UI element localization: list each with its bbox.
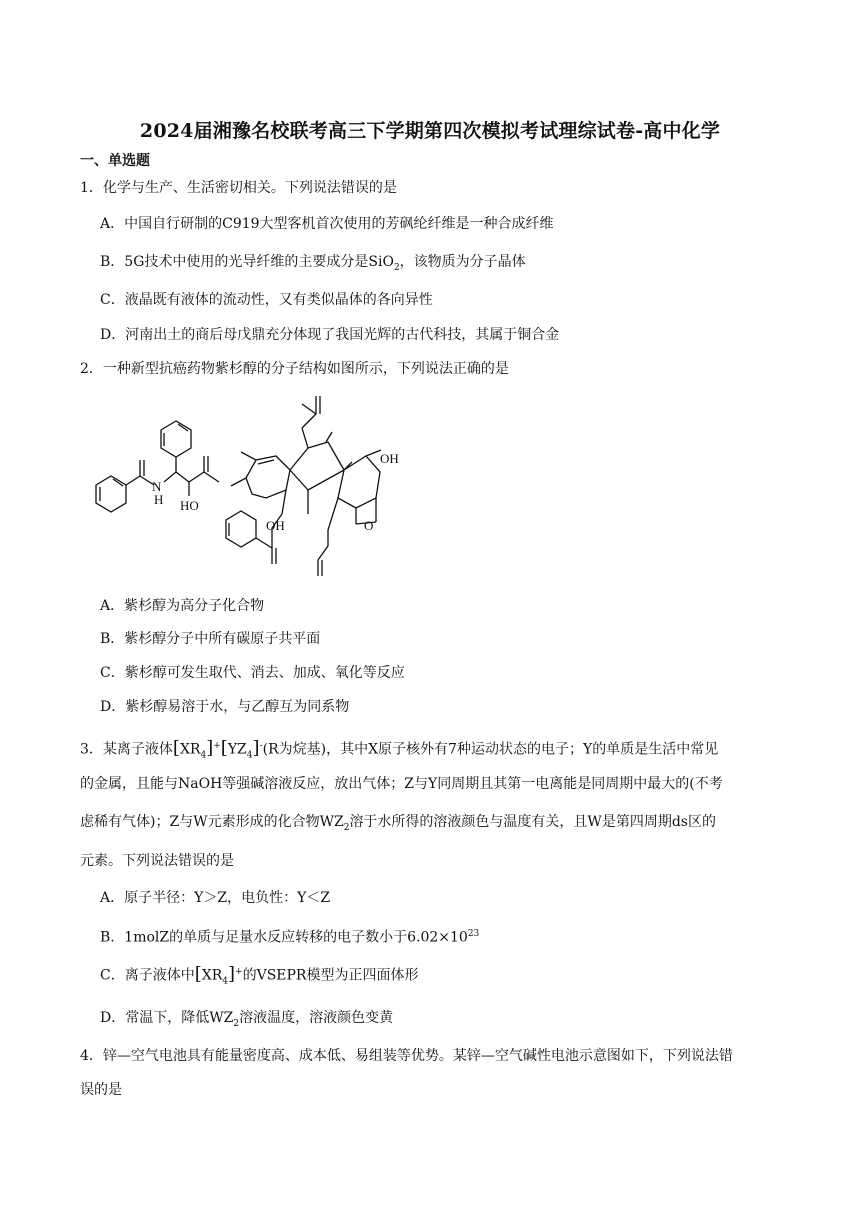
q3-stem-line-3: 虑稀有气体)；Z与W元素形成的化合物$WZ_2$溶于水所得的溶液颜色与温度有关，且W是第四周期ds区的 <box>80 814 716 833</box>
q2-option-d: D．紫杉醇易溶于水，与乙醇互为同系物 <box>100 699 350 715</box>
mol-label-h: H <box>154 492 164 507</box>
paclitaxel-structure-diagram <box>76 390 416 580</box>
mol-label-ho-left: HO <box>180 498 199 513</box>
q2-option-a: A．紫杉醇为高分子化合物 <box>100 598 265 614</box>
q2-option-b: B．紫杉醇分子中所有碳原子共平面 <box>100 631 321 647</box>
section-heading: 一、单选题 <box>80 153 150 169</box>
q4-stem-line-1: 4．锌—空气电池具有能量密度高、成本低、易组装等优势。某锌—空气碱性电池示意图如下，下列说法错 <box>80 1048 733 1064</box>
ring-c <box>338 456 380 508</box>
page-title: 2024届湘豫名校联考高三下学期第四次模拟考试理综试卷-高中化学 <box>139 120 721 142</box>
q3-stem-line-1: 3．某离子液体$[XR_4]^+[YZ_4]^-(R$为烷基)，其中X原子核外有7种运动状态的电子；Y的单质是生活中常见 <box>80 737 719 761</box>
benzene-ring-2 <box>161 421 191 457</box>
q1-option-b: B．5G技术中使用的光导纤维的主要成分是SiO$_2$，该物质为分子晶体 <box>100 254 526 273</box>
benzene-ring-3 <box>226 511 256 547</box>
q3-option-b: B．1molZ的单质与足量水反应转移的电子数小于$6.02\times 10^{23}$ <box>100 929 480 946</box>
mol-label-n: N <box>152 479 162 494</box>
q1-option-d: D．河南出土的商后母戊鼎充分体现了我国光辉的古代科技，其属于铜合金 <box>100 327 560 343</box>
q1-option-c: C．液晶既有液体的流动性，又有类似晶体的各向异性 <box>100 292 433 308</box>
mol-label-o: O <box>364 518 374 533</box>
q2-stem: 2．一种新型抗癌药物紫杉醇的分子结构如图所示，下列说法正确的是 <box>80 361 509 377</box>
q2-option-c: C．紫杉醇可发生取代、消去、加成、氧化等反应 <box>100 665 405 681</box>
mol-label-oh-right: OH <box>380 451 399 466</box>
q1-stem: 1．化学与生产、生活密切相关。下列说法错误的是 <box>80 180 397 196</box>
q3-option-c: C．离子液体中$[XR_4]^+$的VSEPR模型为正四面体形 <box>100 963 419 987</box>
q4-stem-line-2: 误的是 <box>80 1082 122 1098</box>
q3-option-d: D．常温下，降低$WZ_2$溶液温度，溶液颜色变黄 <box>100 1010 394 1029</box>
q3-stem-line-2: 的金属，且能与NaOH等强碱溶液反应，放出气体；Z与Y同周期且其第一电离能是同周期中最大的(不考 <box>80 776 723 792</box>
q3-stem-line-4: 元素。下列说法错误的是 <box>80 853 234 869</box>
mol-label-oh-bottom: OH <box>266 518 285 533</box>
q1-option-a: A．中国自行研制的C919大型客机首次使用的芳砜纶纤维是一种合成纤维 <box>100 216 554 232</box>
q3-option-a: A．原子半径：Y＞Z，电负性：Y＜Z <box>100 890 331 906</box>
ring-a <box>246 456 290 498</box>
